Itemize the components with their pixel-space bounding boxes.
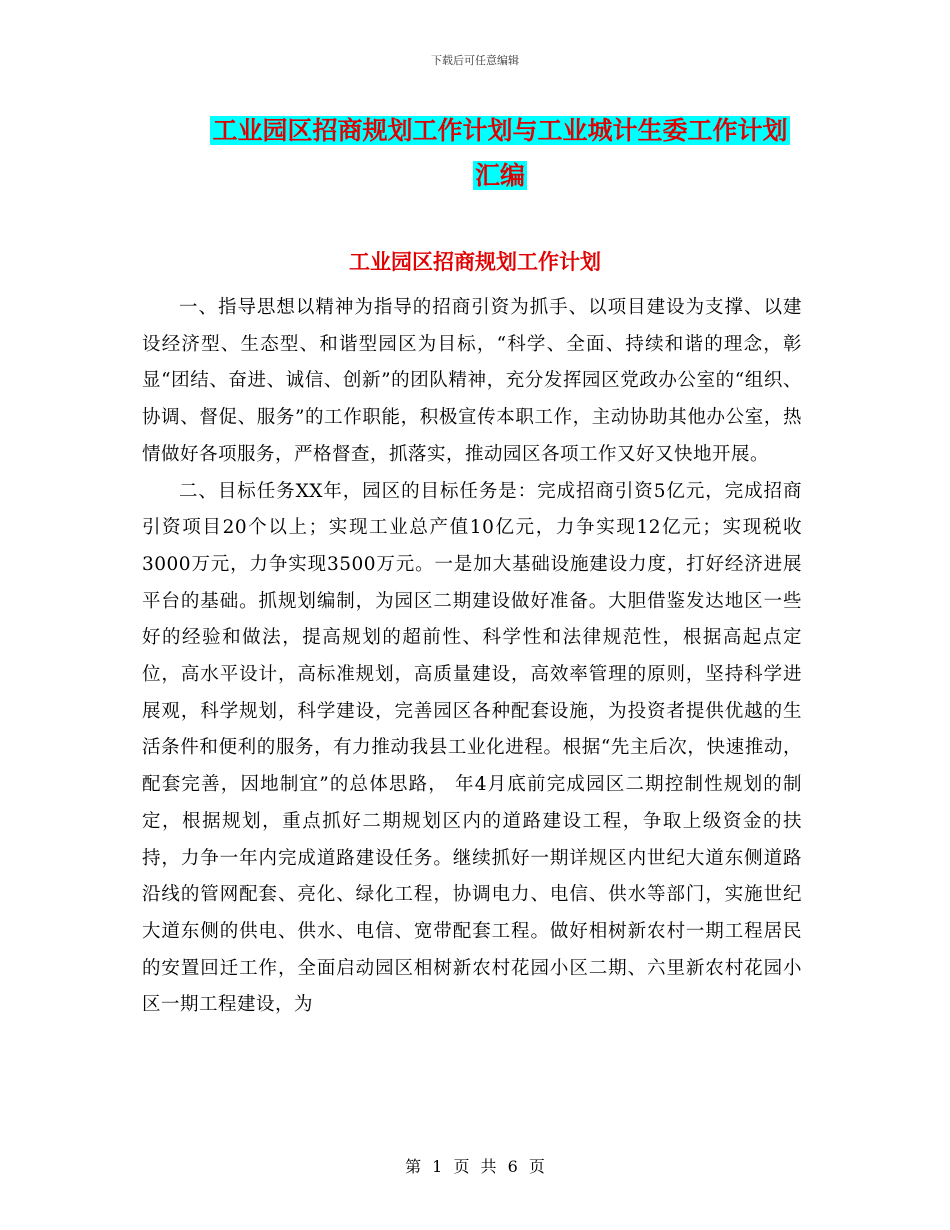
page-number: 第 1 页 共 6 页: [405, 1157, 545, 1176]
paragraph-goals-and-tasks: 二、目标任务XX年，园区的目标任务是：完成招商引资5亿元，完成招商引资项目20个以上；实现工业总产值10亿元，力争实现12亿元；实现税收3000万元，力争实现3500万元。一是加大基础设施建设力度，打好经济进展平台的基础。抓规划编制，为园区二期建设做好准备。大胆借鉴发达地区一些好的经验和做法，提高规划的超前性、科学性和法律规范性，根据高起点定位，高水平设计，高标准规划，高质量建设，高效率管理的原则，坚持科学进展观，科学规划，科学建设，完善园区各种配套设施，为投资者提供优越的生活条件和便利的服务，有力推动我县工业化进程。根据“先主后次，快速推动，配套完善，因地制宜”的总体思路， 年4月底前完成园区二期控制性规划的制定，根据规划，重点抓好二期规划区内的道路建设工程，争取上级资金的扶持，力争一年内完成道路建设任务。继续抓好一期详规区内世纪大道东侧道路沿线的管网配套、亮化、绿化工程，协调电力、电信、供水等部门，实施世纪大道东侧的供电、供水、电信、宽带配套工程。做好相树新农村一期工程居民的安置回迁工作，全面启动园区相树新农村花园小区二期、六里新农村花园小区一期工程建设，为: [142, 480, 802, 1016]
document-body: [142, 290, 802, 1024]
section-title: 工业园区招商规划工作计划: [349, 249, 601, 274]
paragraph-guiding-ideology: 一、指导思想以精神为指导的招商引资为抓手、以项目建设为支撑、以建设经济型、生态型、和谐型园区为目标，“科学、全面、持续和谐的理念，彰显“团结、奋进、诚信、创新”的团队精神，充分发挥园区党政办公室的“组织、协调、督促、服务”的工作职能，积极宣传本职工作，主动协助其他办公室，热情做好各项服务，严格督查，抓落实，推动园区各项工作又好又快地开展。: [142, 297, 802, 465]
document-title-line-1: 工业园区招商规划工作计划与工业城计生委工作计划: [212, 116, 788, 145]
header-note: 下载后可任意编辑: [431, 54, 519, 67]
document-title-line-2: 汇编: [474, 161, 525, 190]
document-title: [140, 108, 860, 198]
